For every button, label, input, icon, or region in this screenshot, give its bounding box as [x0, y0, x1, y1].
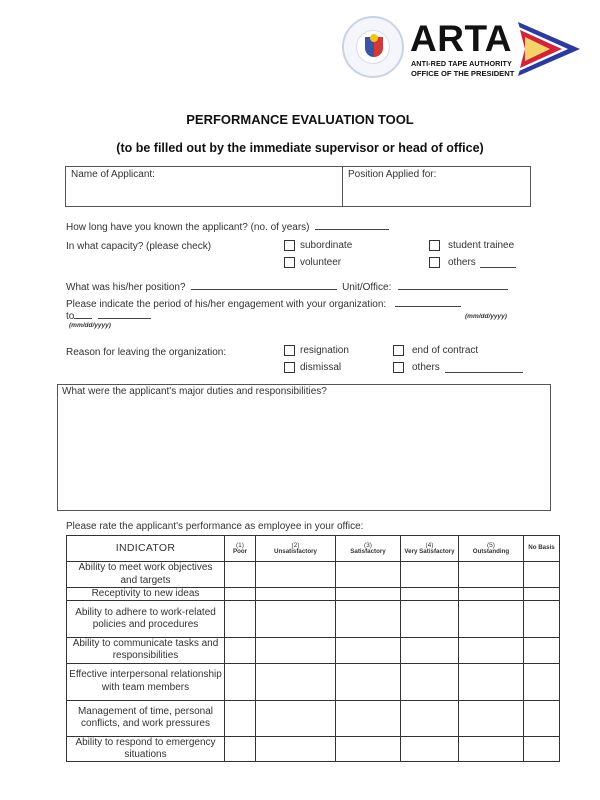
option-label: student trainee	[448, 240, 515, 251]
scale-header-very-satisfactory: (4) Very Satisfactory	[401, 536, 459, 562]
years-known-input[interactable]	[315, 220, 389, 230]
arta-logo	[340, 14, 585, 86]
rating-cell-outstanding[interactable]	[459, 700, 524, 736]
rating-row	[67, 663, 560, 700]
rating-cell-very-satisfactory[interactable]	[401, 700, 459, 736]
rating-row	[67, 700, 560, 736]
rating-cell-poor[interactable]	[225, 663, 256, 700]
rating-cell-poor[interactable]	[225, 601, 256, 638]
position-row	[66, 280, 508, 293]
rating-cell-outstanding[interactable]	[459, 663, 524, 700]
indicator-label: Ability to adhere to work-related policies and procedures	[67, 601, 225, 638]
capacity-option-others[interactable]	[429, 257, 516, 268]
duties-textarea[interactable]	[57, 384, 551, 511]
rating-cell-unsatisfactory[interactable]	[256, 736, 336, 761]
reason-label: Reason for leaving the organization:	[66, 347, 227, 358]
rating-cell-no-basis[interactable]	[524, 736, 560, 761]
years-known-row	[66, 220, 389, 233]
checkbox[interactable]	[284, 362, 295, 373]
option-label: end of contract	[412, 345, 479, 356]
form-subtitle: (to be filled out by the immediate supervisor or head of office)	[116, 141, 484, 155]
rating-cell-satisfactory[interactable]	[336, 736, 401, 761]
rating-cell-outstanding[interactable]	[459, 601, 524, 638]
option-label: others	[448, 257, 476, 268]
option-label: dismissal	[300, 362, 342, 373]
rating-cell-very-satisfactory[interactable]	[401, 638, 459, 663]
rating-cell-satisfactory[interactable]	[336, 562, 401, 588]
rating-cell-very-satisfactory[interactable]	[401, 601, 459, 638]
capacity-option-subordinate[interactable]	[284, 240, 352, 251]
indicator-label: Ability to meet work objectives and targets	[67, 562, 225, 588]
rating-cell-no-basis[interactable]	[524, 638, 560, 663]
checkbox[interactable]	[393, 362, 404, 373]
indicator-label: Receptivity to new ideas	[67, 588, 225, 601]
period-to-prefix-input[interactable]	[74, 309, 92, 319]
rating-row	[67, 562, 560, 588]
position-input[interactable]	[191, 280, 337, 290]
option-label: resignation	[300, 345, 349, 356]
reason-option-dismissal[interactable]	[284, 362, 341, 373]
indicator-label: Effective interpersonal relationship with team members	[67, 663, 225, 700]
rating-row	[67, 736, 560, 761]
option-label: volunteer	[300, 257, 342, 268]
rating-cell-very-satisfactory[interactable]	[401, 562, 459, 588]
capacity-others-input[interactable]	[480, 258, 516, 268]
rating-cell-unsatisfactory[interactable]	[256, 601, 336, 638]
scale-header-satisfactory: (3) Satisfactory	[336, 536, 401, 562]
date-format-hint-to: (mm/dd/yyyy)	[69, 322, 111, 329]
rating-cell-no-basis[interactable]	[524, 562, 560, 588]
option-label: subordinate	[300, 240, 353, 251]
capacity-option-volunteer[interactable]	[284, 257, 341, 268]
rating-cell-very-satisfactory[interactable]	[401, 588, 459, 601]
arta-arrow-icon	[516, 20, 582, 78]
rating-cell-very-satisfactory[interactable]	[401, 663, 459, 700]
rating-header-row	[67, 536, 560, 562]
reason-option-end-of-contract[interactable]	[393, 345, 478, 356]
period-from-input[interactable]	[395, 297, 461, 307]
rating-cell-satisfactory[interactable]	[336, 588, 401, 601]
form-title: PERFORMANCE EVALUATION TOOL	[186, 112, 414, 127]
position-applied-label: Position Applied for:	[348, 169, 437, 180]
rating-row	[67, 601, 560, 638]
rating-cell-poor[interactable]	[225, 562, 256, 588]
rating-cell-poor[interactable]	[225, 638, 256, 663]
unit-label: Unit/Office:	[342, 282, 392, 293]
indicator-header: INDICATOR	[67, 536, 225, 562]
years-known-label: How long have you known the applicant? (no. of years)	[66, 222, 310, 233]
rating-cell-unsatisfactory[interactable]	[256, 588, 336, 601]
period-label: Please indicate the period of his/her engagement with your organization:	[66, 299, 387, 310]
unit-input[interactable]	[398, 280, 508, 290]
government-seal-icon	[342, 16, 404, 78]
position-applied-field[interactable]	[343, 167, 530, 206]
scale-header-unsatisfactory: (2) Unsatisfactory	[256, 536, 336, 562]
rating-cell-very-satisfactory[interactable]	[401, 736, 459, 761]
reason-option-resignation[interactable]	[284, 345, 349, 356]
scale-header-poor: (1) Poor	[225, 536, 256, 562]
rating-cell-satisfactory[interactable]	[336, 700, 401, 736]
capacity-option-student-trainee[interactable]	[429, 240, 514, 251]
checkbox[interactable]	[284, 345, 295, 356]
rating-cell-outstanding[interactable]	[459, 736, 524, 761]
rating-row	[67, 588, 560, 601]
period-to-row	[66, 309, 151, 322]
rating-cell-outstanding[interactable]	[459, 638, 524, 663]
checkbox[interactable]	[284, 240, 295, 251]
reason-others-input[interactable]	[445, 363, 523, 373]
applicant-name-label: Name of Applicant:	[71, 169, 155, 180]
logo-subline-agency: ANTI-RED TAPE AUTHORITY	[411, 59, 512, 68]
rating-cell-poor[interactable]	[225, 736, 256, 761]
checkbox[interactable]	[284, 257, 295, 268]
rating-cell-satisfactory[interactable]	[336, 663, 401, 700]
rating-instruction: Please rate the applicant's performance as employee in your office:	[66, 521, 364, 532]
checkbox[interactable]	[393, 345, 404, 356]
date-format-hint-from: (mm/dd/yyyy)	[465, 313, 507, 320]
rating-cell-outstanding[interactable]	[459, 588, 524, 601]
period-to-label: to	[66, 311, 75, 322]
duties-label: What were the applicant's major duties and responsibilities?	[62, 386, 327, 397]
applicant-info-box	[65, 166, 531, 207]
rating-cell-outstanding[interactable]	[459, 562, 524, 588]
rating-cell-no-basis[interactable]	[524, 700, 560, 736]
rating-cell-satisfactory[interactable]	[336, 638, 401, 663]
indicator-label: Ability to communicate tasks and responsibilities	[67, 638, 225, 663]
scale-header-outstanding: (5) Outstanding	[459, 536, 524, 562]
rating-row	[67, 638, 560, 663]
rating-cell-poor[interactable]	[225, 588, 256, 601]
rating-cell-unsatisfactory[interactable]	[256, 700, 336, 736]
rating-cell-no-basis[interactable]	[524, 601, 560, 638]
position-label: What was his/her position?	[66, 282, 186, 293]
period-to-input[interactable]	[98, 309, 151, 319]
indicator-label: Ability to respond to emergency situations	[67, 736, 225, 761]
rating-cell-satisfactory[interactable]	[336, 601, 401, 638]
rating-cell-no-basis[interactable]	[524, 588, 560, 601]
logo-subline-office: OFFICE OF THE PRESIDENT	[411, 69, 515, 78]
reason-option-others[interactable]	[393, 362, 523, 373]
scale-header-no-basis: No Basis	[524, 536, 560, 562]
logo-wordmark: ARTA	[410, 18, 513, 59]
indicator-label: Management of time, personal conflicts, and work pressures	[67, 700, 225, 736]
checkbox[interactable]	[429, 257, 440, 268]
rating-cell-poor[interactable]	[225, 700, 256, 736]
rating-cell-unsatisfactory[interactable]	[256, 663, 336, 700]
rating-cell-no-basis[interactable]	[524, 663, 560, 700]
rating-table	[66, 535, 560, 762]
capacity-label: In what capacity? (please check)	[66, 241, 212, 252]
applicant-name-field[interactable]	[66, 167, 343, 206]
rating-cell-unsatisfactory[interactable]	[256, 638, 336, 663]
rating-cell-unsatisfactory[interactable]	[256, 562, 336, 588]
checkbox[interactable]	[429, 240, 440, 251]
option-label: others	[412, 362, 440, 373]
